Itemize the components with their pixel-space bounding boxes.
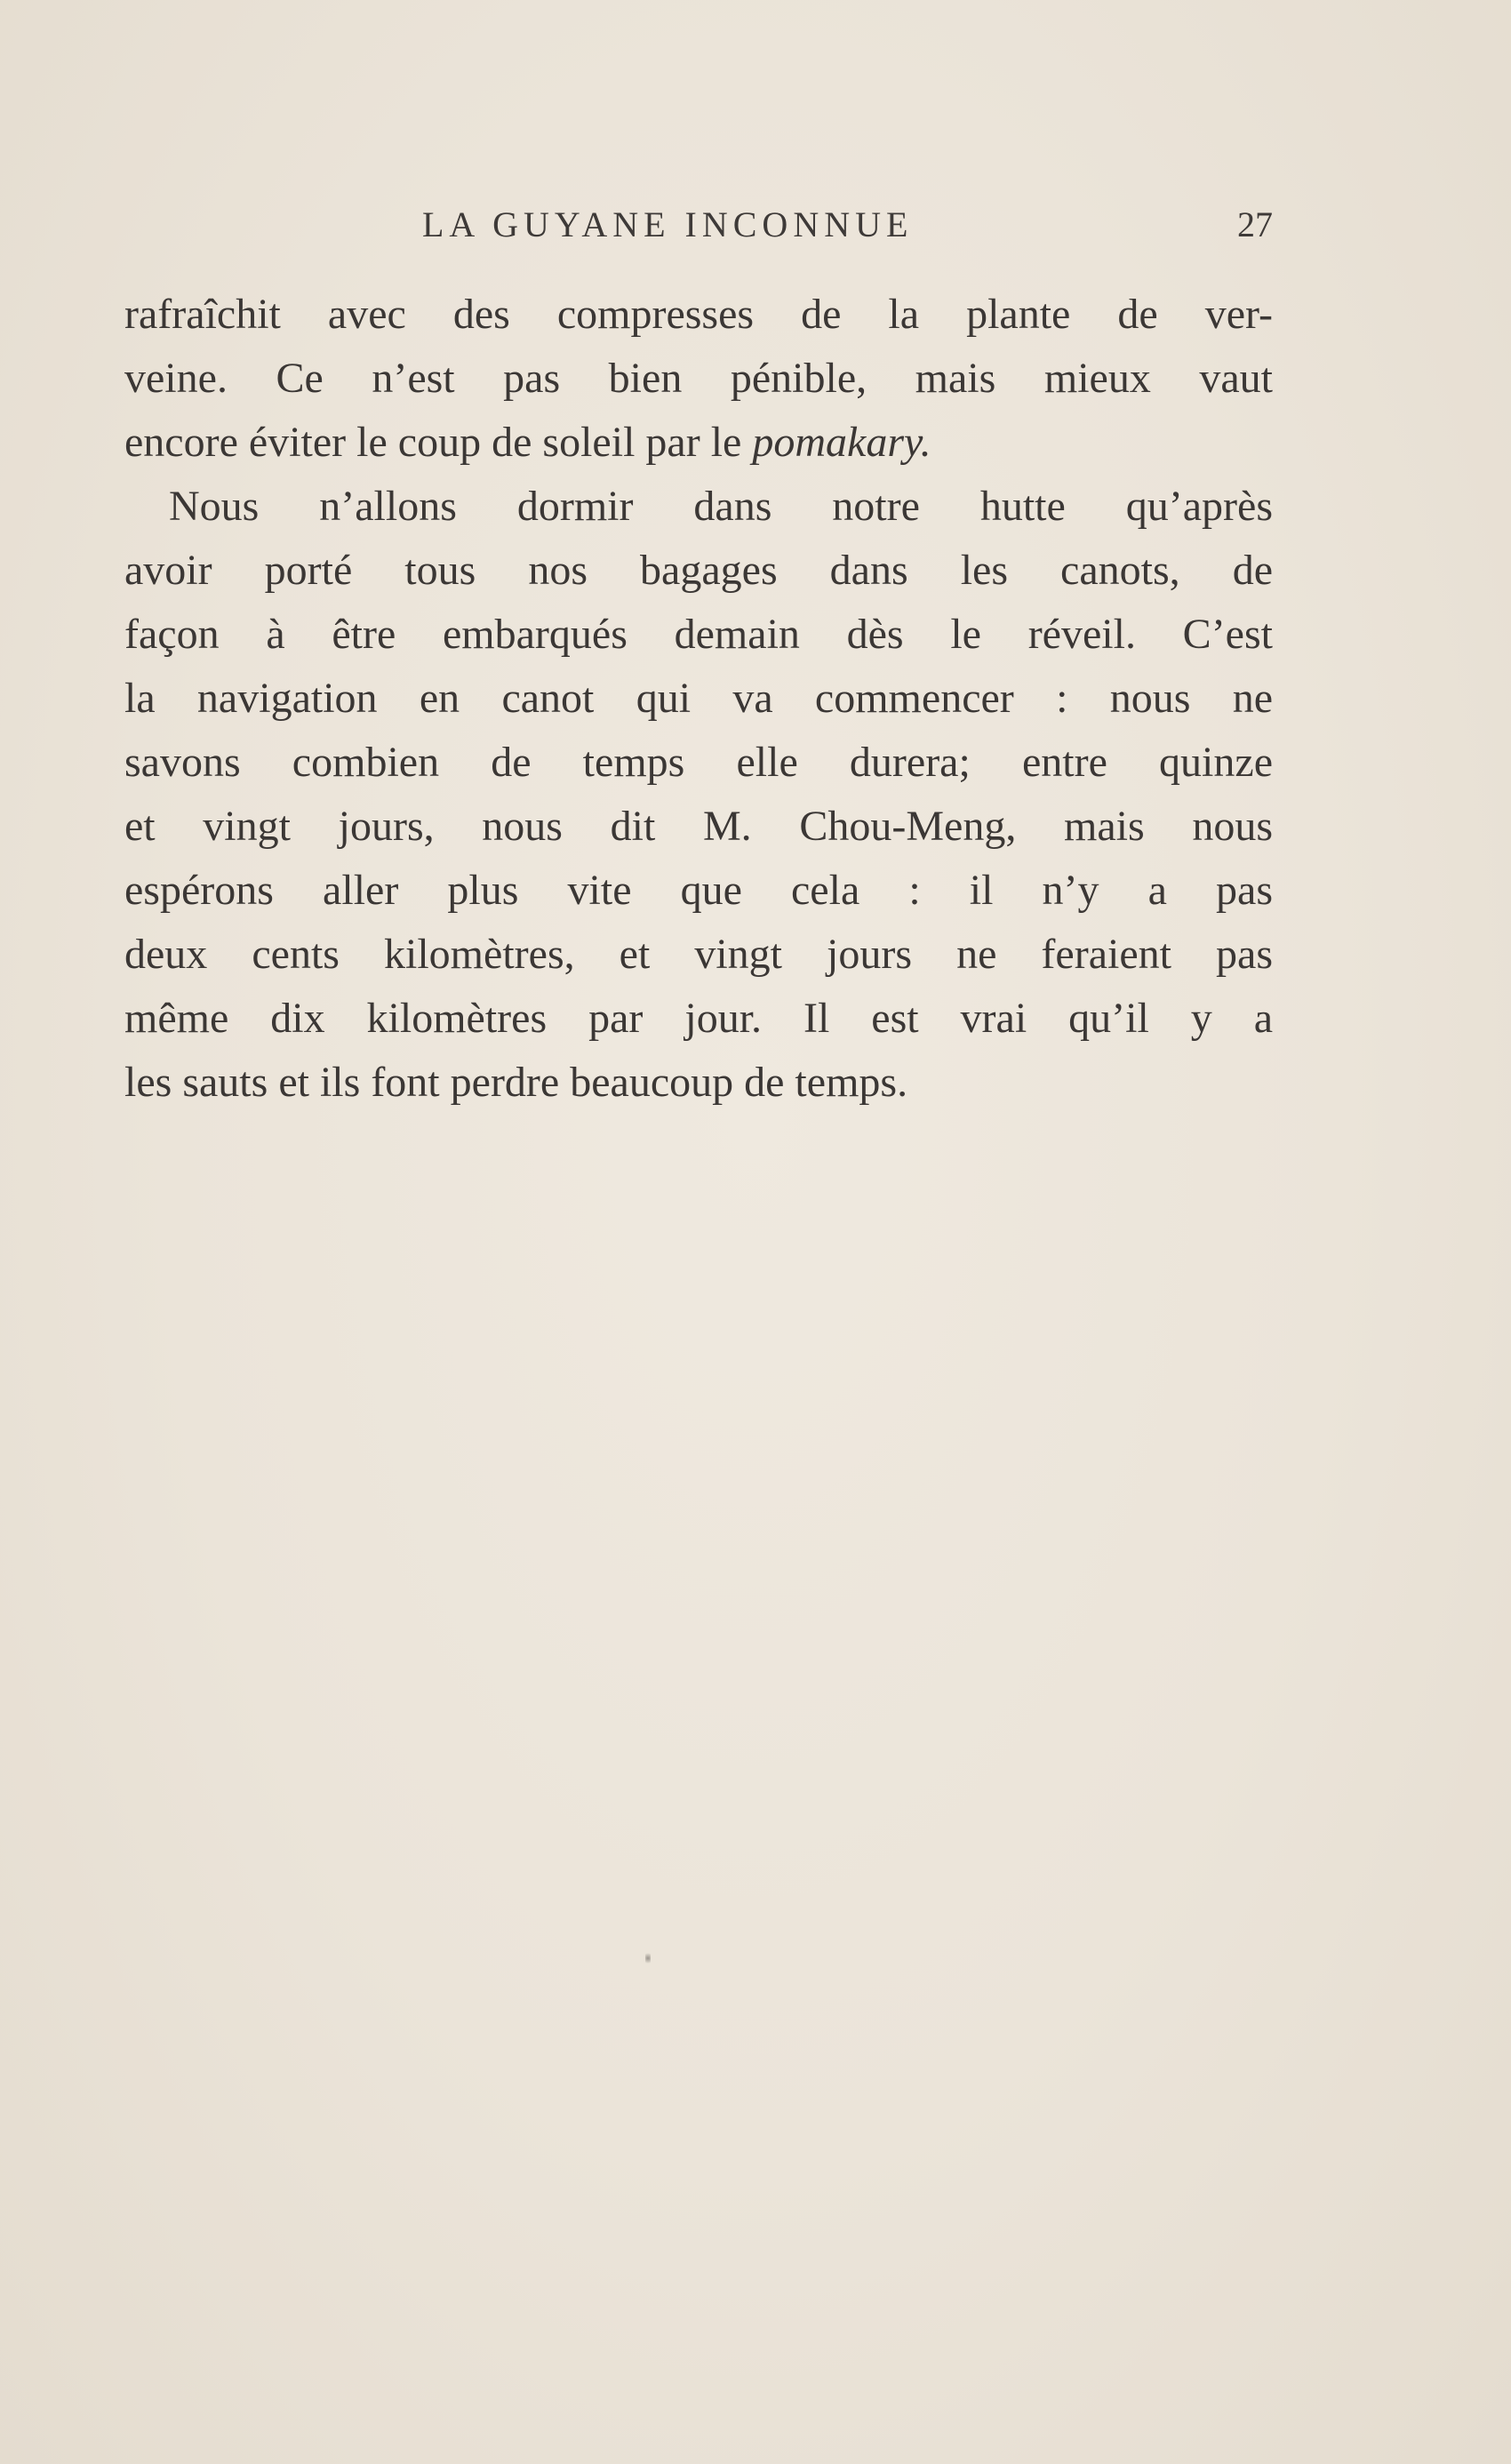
- text-line-12: même dix kilomètres par jour. Il est vrai qu’il y a: [124, 995, 1273, 1042]
- text-line-3-main: encore éviter le coup de soleil par le: [124, 419, 753, 466]
- text-line-4: Nous n’allons dormir dans notre hutte qu’après: [169, 483, 1273, 530]
- text-line-1: rafraîchit avec des compresses de la plante de ver-: [124, 291, 1273, 338]
- page-number: 27: [1237, 204, 1273, 244]
- paper-speck: [645, 1951, 651, 1965]
- text-line-5: avoir porté tous nos bagages dans les canots, de: [124, 547, 1273, 594]
- text-line-7: la navigation en canot qui va commencer : nous ne: [124, 675, 1273, 722]
- text-line-2: veine. Ce n’est pas bien pénible, mais mieux vaut: [124, 355, 1273, 402]
- page-header: [124, 194, 1273, 256]
- text-line-13: les sauts et ils font perdre beaucoup de temps.: [124, 1059, 908, 1106]
- text-line-9: et vingt jours, nous dit M. Chou-Meng, mais nous: [124, 803, 1273, 850]
- text-line-8: savons combien de temps elle durera; entre quinze: [124, 739, 1273, 786]
- text-line-11: deux cents kilomètres, et vingt jours ne feraient pas: [124, 931, 1273, 978]
- running-title: LA GUYANE INCONNUE: [422, 204, 914, 244]
- italic-term: pomakary.: [752, 419, 931, 466]
- text-line-3: [124, 411, 1273, 475]
- body-text: [124, 283, 1273, 1115]
- text-line-6: façon à être embarqués demain dès le réveil. C’est: [124, 611, 1273, 658]
- text-line-10: espérons aller plus vite que cela : il n’y a pas: [124, 867, 1273, 914]
